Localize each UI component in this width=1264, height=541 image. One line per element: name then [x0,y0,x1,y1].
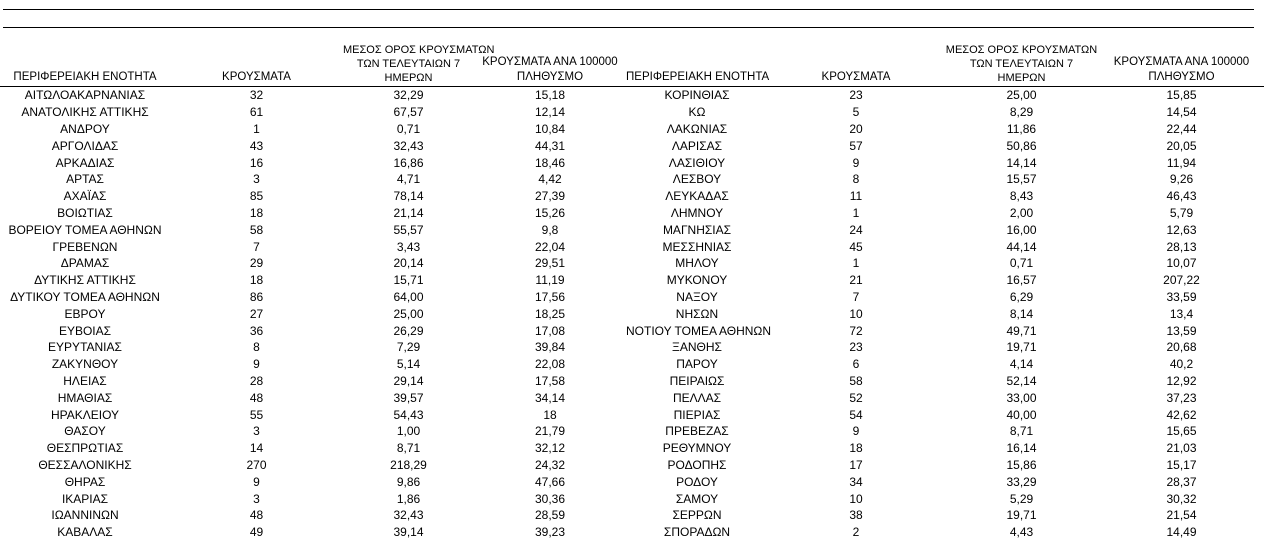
right-cases-cell: 54 [849,407,863,422]
left-cases-cell: 48 [249,508,264,523]
right-region-cell: ΡΕΘΥΜΝΟΥ [662,441,732,456]
left-cases-cell: 3 [253,172,260,187]
right-region-cell: ΠΕΛΛΑΣ [672,390,722,405]
left-region-cell: ΕΥΡΥΤΑΝΙΑΣ [48,340,122,355]
header-region-right: ΠΕΡΙΦΕΡΕΙΑΚΗ ΕΝΟΤΗΤΑ [626,71,770,83]
left-per100k-cell: 17,08 [534,323,566,338]
table-row [0,423,1264,440]
right-avg7-cell: 4,14 [1009,357,1034,372]
left-cases-cell: 9 [253,357,260,372]
right-avg7-cell: 15,57 [1006,172,1037,187]
table-row [0,305,1264,322]
right-cases-cell: 23 [849,340,863,355]
table-row [0,171,1264,188]
header-cases-left: ΚΡΟΥΣΜΑΤΑ [222,71,291,83]
left-region-cell: ΘΗΡΑΣ [64,474,106,489]
right-cases-cell: 6 [852,357,860,372]
header-per100k-right [1099,38,1264,87]
left-avg7-cell: 218,29 [390,457,427,472]
right-avg7-cell: 44,14 [1006,239,1037,254]
right-region-cell: ΠΡΕΒΕΖΑΣ [665,424,729,439]
left-region-cell: ΑΝΔΡΟΥ [60,121,110,136]
left-avg7-cell: 8,71 [396,441,421,456]
right-cases-cell: 24 [849,222,863,237]
right-per100k-cell: 15,85 [1166,88,1197,103]
right-avg7-cell: 0,71 [1009,256,1034,271]
right-avg7-cell: 49,71 [1006,323,1037,338]
right-avg7-cell: 19,71 [1006,340,1037,355]
right-cases-cell: 21 [849,273,863,288]
right-cases-cell: 9 [852,424,860,439]
left-avg7-cell: 32,29 [393,88,424,103]
right-avg7-cell: 33,29 [1006,474,1037,489]
table-row [0,440,1264,457]
right-per100k-cell: 20,05 [1166,138,1197,153]
left-per100k-cell: 21,79 [534,424,566,439]
table-row [0,205,1264,222]
right-region-cell: ΛΕΥΚΑΔΑΣ [665,189,729,204]
left-region-cell: ΕΥΒΟΙΑΣ [58,323,112,338]
right-per100k-cell: 33,59 [1166,289,1197,304]
right-region-cell: ΝΟΤΙΟΥ ΤΟΜΕΑ ΑΘΗΝΩΝ [626,323,772,338]
right-cases-cell: 10 [849,491,863,506]
right-cases-cell: 1 [852,205,860,220]
left-region-cell: ΗΜΑΘΙΑΣ [57,390,113,405]
header-avg7-line1: ΜΕΣΟΣ ΟΡΟΣ ΚΡΟΥΣΜΑΤΩΝ [945,44,1098,56]
table-row [0,238,1264,255]
table-row [0,121,1264,138]
top-rule [3,9,1254,10]
right-cases-cell: 18 [849,441,863,456]
right-cases-cell: 57 [849,138,863,153]
left-cases-cell: 18 [249,273,264,288]
left-region-cell: ΕΒΡΟΥ [64,306,106,321]
right-cases-cell: 34 [849,474,863,489]
left-per100k-cell: 11,19 [535,273,565,288]
table-row [0,373,1264,390]
table-row [0,322,1264,339]
right-avg7-cell: 6,29 [1009,289,1034,304]
left-region-cell: ΔΡΑΜΑΣ [60,256,110,271]
right-avg7-cell: 2,00 [1009,205,1034,220]
left-per100k-cell: 18,46 [534,155,566,170]
right-per100k-cell: 10,07 [1166,256,1197,271]
table-row [0,356,1264,373]
right-avg7-cell: 40,00 [1006,407,1037,422]
right-per100k-cell: 12,63 [1166,222,1197,237]
right-region-cell: ΞΑΝΘΗΣ [672,340,722,355]
table-row [0,87,1264,104]
header-per100k-line1: ΚΡΟΥΣΜΑΤΑ ΑΝΑ 100000 [1113,56,1250,68]
right-region-cell: ΝΗΣΩΝ [675,306,719,321]
left-cases-cell: 7 [253,239,260,254]
left-avg7-cell: 32,43 [393,138,424,153]
header-avg7-right [944,38,1099,87]
right-region-cell: ΠΕΙΡΑΙΩΣ [669,373,725,388]
left-region-cell: ΑΙΤΩΛΟΑΚΑΡΝΑΝΙΑΣ [24,88,146,103]
left-cases-cell: 85 [249,189,264,204]
right-region-cell: ΠΙΕΡΙΑΣ [673,407,721,422]
right-per100k-cell: 22,44 [1166,121,1197,136]
right-region-cell: ΚΟΡΙΝΘΙΑΣ [664,88,730,103]
left-per100k-cell: 17,58 [534,373,566,388]
right-region-cell: ΝΑΞΟΥ [676,289,718,304]
right-cases-cell: 17 [849,457,863,472]
left-avg7-cell: 15,71 [393,273,424,288]
right-per100k-cell: 5,79 [1169,205,1194,220]
header-per100k-left [474,38,626,87]
left-per100k-cell: 30,36 [534,491,566,506]
right-cases-cell: 38 [849,508,863,523]
right-per100k-cell: 20,68 [1166,340,1197,355]
left-per100k-cell: 44,31 [534,138,566,153]
header-avg7-left [343,38,495,87]
left-cases-cell: 27 [249,306,264,321]
left-avg7-cell: 7,29 [396,340,421,355]
right-avg7-cell: 11,86 [1006,121,1037,136]
right-per100k-cell: 21,54 [1166,508,1197,523]
table-row [0,104,1264,121]
left-region-cell: ΖΑΚΥΝΘΟΥ [51,357,119,372]
table-row [0,339,1264,356]
table-row [0,490,1264,507]
left-avg7-cell: 55,57 [393,222,424,237]
left-cases-cell: 3 [253,424,260,439]
right-cases-cell: 20 [849,121,863,136]
table-row [0,255,1264,272]
right-cases-cell: 8 [852,172,860,187]
right-cases-cell: 10 [849,306,863,321]
left-avg7-cell: 54,43 [393,407,424,422]
right-region-cell: ΡΟΔΟΠΗΣ [667,457,727,472]
left-avg7-cell: 21,14 [393,205,424,220]
right-per100k-cell: 207,22 [1163,273,1200,288]
left-per100k-cell: 15,18 [534,88,566,103]
right-avg7-cell: 8,14 [1009,306,1034,321]
left-avg7-cell: 39,14 [393,525,424,540]
left-per100k-cell: 27,39 [534,189,566,204]
left-per100k-cell: 4,42 [538,172,562,187]
left-per100k-cell: 22,08 [534,357,566,372]
right-per100k-cell: 30,32 [1166,491,1197,506]
left-avg7-cell: 26,29 [393,323,424,338]
right-avg7-cell: 33,00 [1006,390,1037,405]
left-avg7-cell: 78,14 [393,189,424,204]
left-avg7-cell: 1,00 [396,424,421,439]
right-avg7-cell: 15,86 [1006,457,1037,472]
left-region-cell: ΑΡΚΑΔΙΑΣ [55,155,115,170]
right-avg7-cell: 50,86 [1006,138,1037,153]
left-region-cell: ΗΡΑΚΛΕΙΟΥ [50,407,120,422]
right-per100k-cell: 14,54 [1166,105,1197,120]
table-row [0,154,1264,171]
right-region-cell: ΠΑΡΟΥ [676,357,718,372]
header-per100k-line2: ΠΛΗΘΥΣΜΟ [516,71,584,83]
left-avg7-cell: 32,43 [393,508,424,523]
left-per100k-cell: 9,8 [541,222,559,237]
right-region-cell: ΣΕΡΡΩΝ [672,508,722,523]
header-avg7-line2: ΤΩΝ ΤΕΛΕΥΤΑΙΩΝ 7 [356,58,461,70]
right-cases-cell: 11 [849,189,863,204]
left-per100k-cell: 32,12 [534,441,566,456]
table-row [0,272,1264,289]
left-region-cell: ΙΩΑΝΝΙΝΩΝ [51,508,119,523]
right-cases-cell: 2 [852,525,860,540]
left-avg7-cell: 20,14 [393,256,424,271]
right-region-cell: ΜΑΓΝΗΣΙΑΣ [662,222,732,237]
right-region-cell: ΛΗΜΝΟΥ [670,205,724,220]
left-region-cell: ΒΟΙΩΤΙΑΣ [57,205,113,220]
left-cases-cell: 43 [249,138,264,153]
left-cases-cell: 55 [249,407,264,422]
right-per100k-cell: 21,03 [1166,441,1197,456]
left-per100k-cell: 10,84 [534,121,566,136]
right-avg7-cell: 8,43 [1009,189,1034,204]
left-cases-cell: 86 [249,289,264,304]
right-region-cell: ΛΑΡΙΣΑΣ [671,138,723,153]
right-per100k-cell: 28,13 [1166,239,1197,254]
left-per100k-cell: 18,25 [534,306,566,321]
left-region-cell: ΗΛΕΙΑΣ [63,373,107,388]
left-avg7-cell: 39,57 [393,390,424,405]
left-region-cell: ΚΑΒΑΛΑΣ [57,525,113,540]
left-avg7-cell: 25,00 [393,306,424,321]
left-cases-cell: 48 [249,390,264,405]
right-cases-cell: 1 [852,256,860,271]
right-region-cell: ΚΩ [688,105,706,120]
right-avg7-cell: 52,14 [1006,373,1037,388]
left-region-cell: ΘΑΣΟΥ [64,424,106,439]
right-avg7-cell: 5,29 [1009,491,1034,506]
left-cases-cell: 32 [249,88,264,103]
left-region-cell: ΒΟΡΕΙΟΥ ΤΟΜΕΑ ΑΘΗΝΩΝ [8,222,162,237]
left-per100k-cell: 24,32 [534,457,566,472]
header-per100k-line1: ΚΡΟΥΣΜΑΤΑ ΑΝΑ 100000 [482,56,618,68]
left-cases-cell: 58 [249,222,264,237]
left-per100k-cell: 39,23 [534,525,566,540]
table-body [0,87,1264,541]
header-avg7-line3: ΗΜΕΡΩΝ [384,72,433,84]
second-rule [3,27,1254,28]
right-avg7-cell: 16,14 [1006,441,1037,456]
right-avg7-cell: 14,14 [1006,155,1037,170]
right-cases-cell: 72 [849,323,863,338]
right-cases-cell: 45 [849,239,863,254]
left-per100k-cell: 29,51 [534,256,566,271]
left-cases-cell: 49 [249,525,264,540]
right-region-cell: ΣΠΟΡΑΔΩΝ [663,525,731,540]
left-cases-cell: 18 [249,205,264,220]
right-per100k-cell: 14,49 [1166,525,1197,540]
left-per100k-cell: 34,14 [534,390,566,405]
right-region-cell: ΛΑΣΙΘΙΟΥ [668,155,726,170]
right-per100k-cell: 46,43 [1166,189,1197,204]
left-per100k-cell: 12,14 [534,105,566,120]
table-row [0,221,1264,238]
left-region-cell: ΑΝΑΤΟΛΙΚΗΣ ΑΤΤΙΚΗΣ [21,105,149,120]
right-region-cell: ΡΟΔΟΥ [676,474,718,489]
left-cases-cell: 270 [246,457,267,472]
left-region-cell: ΙΚΑΡΙΑΣ [61,491,109,506]
right-cases-cell: 7 [852,289,860,304]
right-per100k-cell: 11,94 [1166,155,1197,170]
left-region-cell: ΓΡΕΒΕΝΩΝ [52,239,118,254]
left-region-cell: ΘΕΣΠΡΩΤΙΑΣ [46,441,124,456]
left-avg7-cell: 5,14 [396,357,421,372]
left-region-cell: ΔΥΤΙΚΗΣ ΑΤΤΙΚΗΣ [34,273,136,288]
header-avg7-line1: ΜΕΣΟΣ ΟΡΟΣ ΚΡΟΥΣΜΑΤΩΝ [343,44,495,56]
left-region-cell: ΑΧΑΪΑΣ [63,189,107,204]
table-row [0,389,1264,406]
left-cases-cell: 36 [249,323,264,338]
left-per100k-cell: 22,04 [534,239,566,254]
right-avg7-cell: 8,29 [1009,105,1034,120]
left-cases-cell: 8 [253,340,260,355]
right-per100k-cell: 12,92 [1166,373,1197,388]
right-avg7-cell: 19,71 [1006,508,1037,523]
left-cases-cell: 3 [253,491,260,506]
table-row [0,188,1264,205]
right-per100k-cell: 15,17 [1166,457,1197,472]
right-cases-cell: 23 [849,88,863,103]
left-cases-cell: 1 [253,121,260,136]
table-row [0,473,1264,490]
right-region-cell: ΛΕΣΒΟΥ [672,172,722,187]
left-region-cell: ΔΥΤΙΚΟΥ ΤΟΜΕΑ ΑΘΗΝΩΝ [10,289,160,304]
left-avg7-cell: 16,86 [393,155,424,170]
table-row [0,524,1264,541]
table-header-row [0,38,1264,87]
left-cases-cell: 16 [249,155,264,170]
right-avg7-cell: 25,00 [1006,88,1037,103]
left-avg7-cell: 4,71 [396,172,421,187]
table-row [0,507,1264,524]
left-per100k-cell: 28,59 [534,508,566,523]
left-region-cell: ΑΡΤΑΣ [66,172,104,187]
left-avg7-cell: 67,57 [393,105,424,120]
right-per100k-cell: 28,37 [1166,474,1197,489]
left-avg7-cell: 1,86 [396,491,421,506]
right-avg7-cell: 4,43 [1009,525,1034,540]
right-region-cell: ΛΑΚΩΝΙΑΣ [666,121,728,136]
header-avg7-line3: ΗΜΕΡΩΝ [997,72,1046,84]
right-avg7-cell: 16,00 [1006,222,1037,237]
table-row [0,406,1264,423]
header-avg7-line2: ΤΩΝ ΤΕΛΕΥΤΑΙΩΝ 7 [969,58,1074,70]
header-per100k-line2: ΠΛΗΘΥΣΜΟ [1148,71,1215,83]
header-cases-right: ΚΡΟΥΣΜΑΤΑ [821,71,891,83]
right-cases-cell: 58 [849,373,863,388]
right-per100k-cell: 40,2 [1169,357,1194,372]
right-region-cell: ΜΗΛΟΥ [675,256,719,271]
header-region-left: ΠΕΡΙΦΕΡΕΙΑΚΗ ΕΝΟΤΗΤΑ [13,71,157,83]
right-region-cell: ΜΕΣΣΗΝΙΑΣ [662,239,732,254]
right-avg7-cell: 8,71 [1009,424,1034,439]
left-cases-cell: 9 [253,474,260,489]
right-per100k-cell: 37,23 [1166,390,1197,405]
left-avg7-cell: 29,14 [393,373,424,388]
right-per100k-cell: 15,65 [1166,424,1197,439]
table-row [0,457,1264,474]
left-per100k-cell: 47,66 [534,474,566,489]
right-per100k-cell: 13,4 [1169,306,1194,321]
left-cases-cell: 28 [249,373,264,388]
right-avg7-cell: 16,57 [1006,273,1037,288]
right-per100k-cell: 42,62 [1166,407,1197,422]
right-per100k-cell: 13,59 [1166,323,1197,338]
right-region-cell: ΜΥΚΟΝΟΥ [666,273,728,288]
left-per100k-cell: 17,56 [534,289,566,304]
right-cases-cell: 52 [849,390,863,405]
left-cases-cell: 61 [249,105,264,120]
left-cases-cell: 29 [249,256,264,271]
table-row [0,137,1264,154]
right-cases-cell: 5 [852,105,860,120]
table-row [0,289,1264,306]
left-per100k-cell: 15,26 [534,205,566,220]
left-region-cell: ΘΕΣΣΑΛΟΝΙΚΗΣ [38,457,132,472]
right-region-cell: ΣΑΜΟΥ [675,491,719,506]
left-per100k-cell: 18 [543,407,557,422]
right-per100k-cell: 9,26 [1169,172,1194,187]
left-avg7-cell: 3,43 [396,239,421,254]
right-cases-cell: 9 [852,155,860,170]
left-per100k-cell: 39,84 [534,340,566,355]
left-region-cell: ΑΡΓΟΛΙΔΑΣ [51,138,119,153]
left-avg7-cell: 64,00 [393,289,424,304]
left-cases-cell: 14 [249,441,264,456]
cases-table [0,38,1264,541]
left-avg7-cell: 9,86 [396,474,421,489]
left-avg7-cell: 0,71 [396,121,421,136]
